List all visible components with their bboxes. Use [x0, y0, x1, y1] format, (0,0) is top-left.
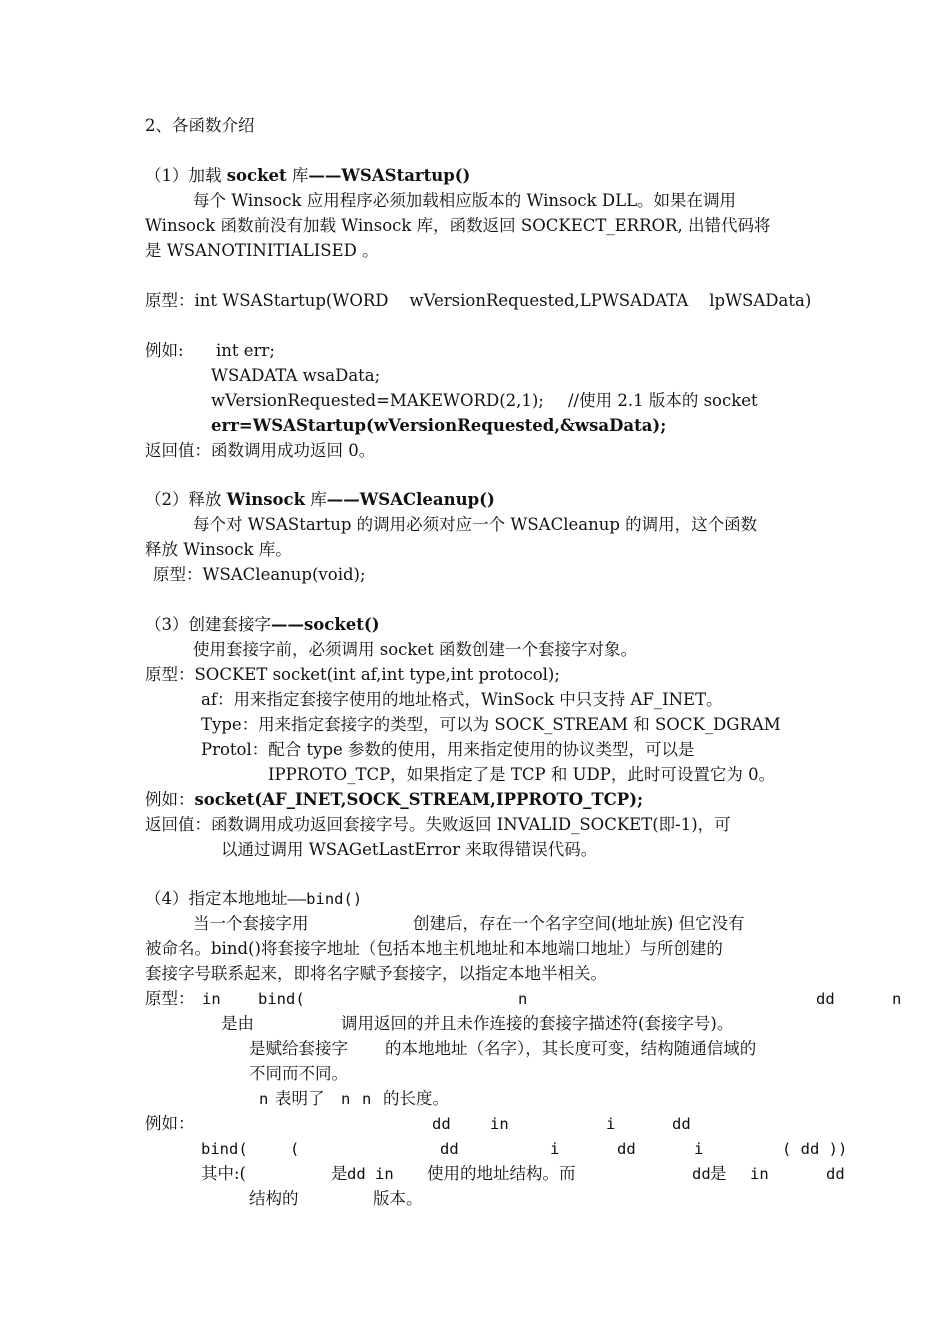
s2-heading-a: 释放: [188, 490, 227, 509]
s4-where-e: dd: [692, 1165, 711, 1183]
s4-para-line-1b: 创建后，存在一个名字空间(地址族) 但它没有: [413, 914, 745, 933]
s3-return-line-2: 以通过调用 WSAGetLastError 来取得错误代码。: [221, 840, 598, 859]
s4-where-a: 其中:(: [201, 1164, 246, 1183]
s1-prototype: [145, 290, 811, 312]
s1-example-line-2: WSADATA wsaData;: [211, 366, 381, 385]
s4-proto-frag-c: n: [518, 990, 528, 1008]
s4-ex2-c: dd: [440, 1140, 459, 1158]
s4-desc-4a: n: [259, 1090, 269, 1108]
s4-desc-2b: 的本地地址（名字），其长度可变，结构随通信域的: [385, 1039, 757, 1058]
s4-proto-frag-e: n: [892, 990, 902, 1008]
s4-desc-1a: 是由: [221, 1014, 254, 1033]
s1-proto-code: int WSAStartup(WORD wVersionRequested,LPWSADATA lpWSAData): [194, 291, 812, 310]
s1-heading: [145, 165, 470, 187]
s4-where-d: 使用的地址结构。而: [427, 1164, 576, 1183]
s1-heading-a: 加载: [188, 166, 227, 185]
s2-para-line-2: 释放 Winsock 库。: [145, 540, 292, 559]
s4-heading-prefix: （4）: [145, 889, 189, 908]
s4-where-2a: 结构的: [249, 1189, 299, 1208]
s4-ex1-d: dd: [672, 1115, 691, 1133]
s4-ex1-a: dd: [432, 1115, 451, 1133]
s4-where-2b: 版本。: [373, 1189, 423, 1208]
s4-heading-a: 指定本地地址: [188, 889, 288, 908]
s4-ex2-a: bind(: [201, 1140, 248, 1158]
s4-para-line-2: 被命名。bind()将套接字地址（包括本地主机地址和本地端口地址）与所创建的: [145, 939, 723, 958]
s4-where-c: dd in: [347, 1165, 394, 1183]
s4-desc-2a: 是赋给套接字: [249, 1039, 348, 1058]
s4-ex2-e: dd: [617, 1140, 636, 1158]
s4-where-f: 是: [710, 1164, 727, 1183]
s1-example-line-1: int err;: [216, 341, 275, 360]
s4-ex2-d: i: [550, 1140, 560, 1158]
s2-prototype: 原型：WSACleanup(void);: [153, 565, 366, 584]
s1-return-value: 返回值：函数调用成功返回 0。: [145, 441, 376, 460]
s4-desc-4b: 表明了: [275, 1089, 325, 1108]
s4-para-line-3: 套接字号联系起来，即将名字赋予套接字，以指定本地半相关。: [145, 964, 607, 983]
s3-example-label: 例如：: [145, 790, 195, 809]
s1-heading-c: 库: [286, 166, 309, 185]
s3-heading-a: 创建套接字: [188, 615, 271, 634]
s4-ex2-b: (: [290, 1140, 300, 1158]
s1-heading-prefix: （1）: [145, 166, 189, 185]
s2-heading-d: ——WSACleanup(): [326, 490, 495, 509]
s4-proto-label: 原型：: [145, 989, 195, 1008]
s1-proto-label: 原型：: [145, 291, 195, 310]
s2-heading: [145, 489, 495, 511]
s1-para-line-2: Winsock 函数前没有加载 Winsock 库，函数返回 SOCKECT_ERROR, 出错代码将: [145, 216, 771, 235]
s4-ex1-b: in: [490, 1115, 509, 1133]
s3-example-code: socket(AF_INET,SOCK_STREAM,IPPROTO_TCP);: [194, 790, 644, 809]
s4-desc-3: 不同而不同。: [249, 1064, 348, 1083]
s4-ex1-c: i: [606, 1115, 616, 1133]
s4-heading: [145, 888, 362, 910]
s3-heading: [145, 614, 380, 636]
s3-param-protol-1: Protol：配合 type 参数的使用，用来指定使用的协议类型，可以是: [201, 740, 695, 759]
s3-heading-d: ——socket(): [271, 615, 380, 634]
s4-ex2-g: ( dd )): [782, 1140, 848, 1158]
s4-proto-frag-d: dd: [816, 990, 835, 1008]
s4-where-g: in: [750, 1165, 769, 1183]
s1-example-label: 例如:: [145, 341, 184, 360]
s4-ex2-f: i: [694, 1140, 704, 1158]
s1-example-line-4: err=WSAStartup(wVersionRequested,&wsaData);: [211, 416, 667, 435]
s1-example-comment: //使用 2.1 版本的 socket: [568, 391, 758, 410]
s3-example: [145, 789, 643, 811]
s3-param-protol-2: IPPROTO_TCP，如果指定了是 TCP 和 UDP，此时可设置它为 0。: [268, 765, 776, 784]
s4-desc-1b: 调用返回的并且未作连接的套接字描述符(套接字号)。: [341, 1014, 734, 1033]
s3-param-type: Type：用来指定套接字的类型，可以为 SOCK_STREAM 和 SOCK_DGRAM: [201, 715, 781, 734]
s1-para-line-3: 是 WSANOTINITIALISED 。: [145, 241, 379, 260]
s4-para-line-1a: 当一个套接字用: [193, 914, 309, 933]
s4-example-label: 例如：: [145, 1114, 195, 1133]
s2-heading-b: Winsock: [226, 490, 306, 509]
s1-heading-b: socket: [226, 166, 287, 185]
s4-proto-frag-b: bind(: [258, 990, 305, 1008]
s2-heading-c: 库: [305, 490, 327, 509]
s3-prototype: 原型：SOCKET socket(int af,int type,int protocol);: [145, 665, 560, 684]
s2-para-line-1: 每个对 WSAStartup 的调用必须对应一个 WSACleanup 的调用，这个函数: [193, 515, 758, 534]
s4-desc-4c: n: [341, 1090, 351, 1108]
s1-example-line-3: wVersionRequested=MAKEWORD(2,1);: [211, 391, 544, 410]
s3-para-line-1: 使用套接字前，必须调用 socket 函数创建一个套接字对象。: [193, 640, 638, 659]
s2-heading-prefix: （2）: [145, 490, 189, 509]
s4-where-b: 是: [331, 1164, 348, 1183]
s3-return-line-1: 返回值：函数调用成功返回套接字号。失败返回 INVALID_SOCKET(即-1)，可: [145, 815, 731, 834]
s3-param-af: af：用来指定套接字使用的地址格式，WinSock 中只支持 AF_INET。: [201, 690, 723, 709]
section-title: 2、各函数介绍: [145, 116, 255, 135]
s4-heading-d: ——bind(): [287, 890, 363, 908]
s4-desc-4d: n: [362, 1090, 372, 1108]
s1-para-line-1: 每个 Winsock 应用程序必须加载相应版本的 Winsock DLL。如果在调用: [193, 191, 737, 210]
s3-heading-prefix: （3）: [145, 615, 189, 634]
s1-heading-d: ——WSAStartup(): [308, 166, 471, 185]
s4-proto-frag-a: in: [202, 990, 221, 1008]
s4-desc-4e: 的长度。: [383, 1089, 449, 1108]
s4-where-h: dd: [826, 1165, 845, 1183]
